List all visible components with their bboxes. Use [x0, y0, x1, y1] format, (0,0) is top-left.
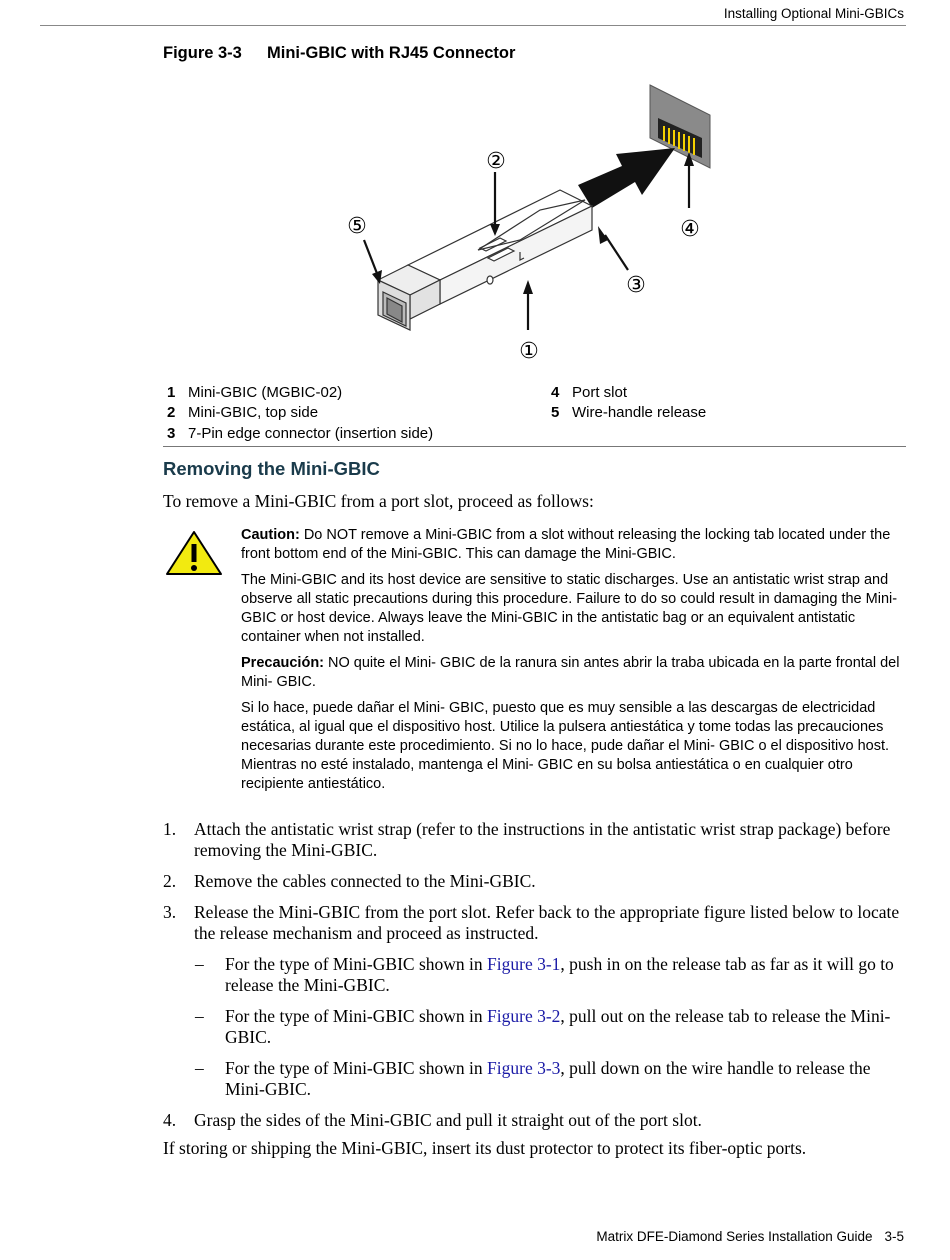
closing-paragraph: If storing or shipping the Mini-GBIC, insert its dust protector to protect its fiber-optic ports. — [163, 1138, 807, 1158]
section-heading: Removing the Mini-GBIC — [163, 458, 380, 479]
substep-figure-3-3: – For the type of Mini-GBIC shown in Figure 3-3, pull down on the wire handle to release the Mini-GBIC. — [195, 1058, 871, 1099]
callout-1: ① — [519, 339, 539, 364]
insertion-arrow — [578, 148, 675, 208]
substep-figure-3-2: – For the type of Mini-GBIC shown in Figure 3-2, pull out on the release tab to release the Mini-GBIC. — [195, 1006, 891, 1047]
step-2: 2. Remove the cables connected to the Mini-GBIC. — [163, 871, 536, 891]
page-number: 3-5 — [884, 1229, 904, 1244]
caution-notice — [241, 526, 905, 801]
legend-item-5: 5 Wire-handle release — [551, 404, 707, 421]
link-figure-3-2[interactable]: Figure 3-2 — [487, 1006, 561, 1026]
callout-4: ④ — [680, 217, 700, 242]
caution-es: Precaución: NO quite el Mini- GBIC de la ranura sin antes abrir la traba ubicada en la parte frontal del Mini- GBIC. — [241, 655, 900, 690]
figure-caption — [163, 44, 515, 63]
step-4: 4. Grasp the sides of the Mini-GBIC and pull it straight out of the port slot. — [163, 1110, 702, 1130]
link-figure-3-3[interactable]: Figure 3-3 — [487, 1058, 561, 1078]
legend-rule — [163, 446, 906, 447]
substep-figure-3-1: – For the type of Mini-GBIC shown in Figure 3-1, push in on the release tab as far as it will go to release the Mini-GBIC. — [195, 954, 894, 995]
footer-guide-title: Matrix DFE-Diamond Series Installation Guide — [596, 1229, 873, 1244]
intro-paragraph: To remove a Mini-GBIC from a port slot, proceed as follows: — [163, 491, 594, 511]
figure-title: Mini-GBIC with RJ45 Connector — [267, 44, 516, 62]
caution-en: Caution: Do NOT remove a Mini-GBIC from a slot without releasing the locking tab located under the front bottom end of the Mini-GBIC. This can damage the Mini-GBIC. — [241, 527, 891, 562]
mini-gbic-illustration — [330, 80, 730, 370]
figure-number: Figure 3-3 — [163, 44, 242, 62]
callout-5: ⑤ — [347, 214, 367, 239]
running-head: Installing Optional Mini-GBICs — [723, 6, 904, 21]
callout-2: ② — [486, 149, 506, 174]
page-footer — [596, 1229, 904, 1244]
header-rule — [40, 25, 906, 26]
caution-es-static: Si lo hace, puede dañar el Mini- GBIC, puesto que es muy sensible a las descargas de electricidad estática, al igual que el dispositivo host. Utilice la pulsera antiestática y tome todas las precauciones necesarias durante este procedimiento. Si no lo hace, pude dañar el Mini- GBIC o el dispositivo host. Mientras no esté instalado, mantenga el Mini- GBIC en su bolsa antiestática o en cualquier otro recipiente antiestático. — [241, 700, 890, 792]
step-1: 1. Attach the antistatic wrist strap (refer to the instructions in the antistatic wrist strap package) before removing the Mini-GBIC. — [163, 819, 891, 860]
link-figure-3-1[interactable]: Figure 3-1 — [487, 954, 561, 974]
legend-item-2: 2 Mini-GBIC, top side — [167, 404, 319, 421]
procedure-steps — [163, 819, 908, 1141]
step-3: 3. Release the Mini-GBIC from the port slot. Refer back to the appropriate figure listed below to locate the release mechanism and proceed as instructed. — [163, 902, 900, 943]
caution-en-static: The Mini-GBIC and its host device are sensitive to static discharges. Use an antistatic wrist strap and observe all static precautions during this procedure. Failure to do so could result in damaging the Mini-GBIC or host device. Always leave the Mini-GBIC in the antistatic bag or an equivalent antistatic container when not installed. — [241, 572, 898, 645]
legend-item-4: 4 Port slot — [551, 384, 628, 401]
legend-item-3: 3 7-Pin edge connector (insertion side) — [167, 425, 434, 442]
mini-gbic-module — [378, 190, 592, 330]
warning-triangle-icon — [165, 530, 223, 576]
legend-item-1: 1 Mini-GBIC (MGBIC-02) — [167, 384, 343, 401]
callout-3: ③ — [626, 273, 646, 298]
